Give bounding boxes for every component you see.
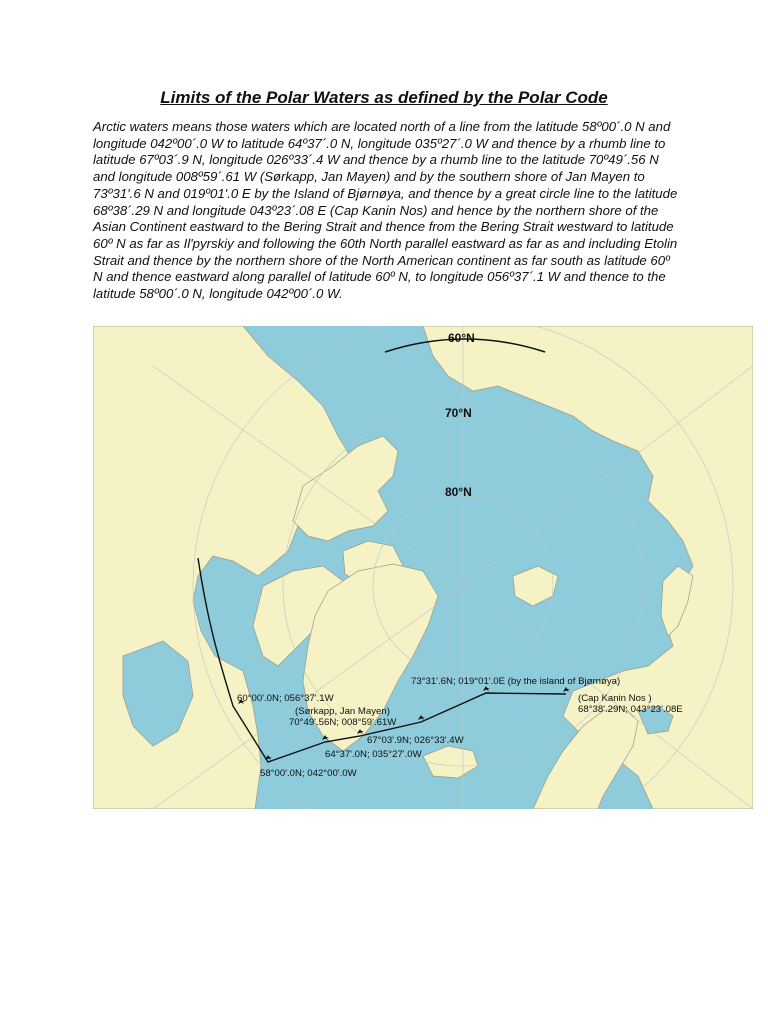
label-p73-019: 73°31'.6N; 019°01'.0E (by the island of Bjørnøya) (411, 676, 621, 687)
label-p68-043: 68°38'.29N; 043°23'.08E (578, 704, 683, 715)
document-title: Limits of the Polar Waters as defined by the Polar Code (160, 88, 608, 107)
label-sorkapp: (Sørkapp, Jan Mayen) (295, 706, 390, 717)
label-cap-kanin: (Cap Kanin Nos ) (578, 693, 652, 704)
definition-paragraph: Arctic waters means those waters which are located north of a line from the latitude 58º00´.0 N and longitude 042º00´.0 W to latitude 64º37´.0 N, longitude 035º27´.0 W and thence by a rhumb line to latitude 67º03´.9 N, longitude 026º33´.4 W and thence by a rhumb line to the latitude 70º49´.56 N and longitude 008º59´.61 W (Sørkapp, Jan Mayen) and by the southern shore of Jan Mayen to 73º31'.6 N and 019º01'.0 E by the Island of Bjørnøya, and thence by a great circle line to the latitude 68º38´.29 N and longitude 043º23´.08 E (Cap Kanin Nos) and hence by the northern shore of the Asian Continent eastward to the Bering Strait and thence from the Bering Strait westward to latitude 60º N as far as Il'pyrskiy and following the 60th North parallel eastward as far as and including Etolin Strait and thence by the northern shore of the North American continent as far south as latitude 60º N and thence eastward along parallel of latitude 60º N, to longitude 056º37´.1 W and thence to the latitude 58º00´.0 N, longitude 042º00´.0 W. (93, 119, 678, 302)
label-70n: 70°N (445, 406, 472, 420)
label-p64-035: 64°37'.0N; 035°27'.0W (325, 749, 422, 760)
label-p67-026: 67°03'.9N; 026°33'.4W (367, 735, 464, 746)
label-p60-056: 60°00'.0N; 056°37'.1W (237, 693, 334, 704)
label-p70-008: 70°49'.56N; 008°59'.61W (289, 717, 397, 728)
arctic-map (93, 326, 753, 809)
label-60n: 60°N (448, 331, 475, 345)
label-80n: 80°N (445, 485, 472, 499)
label-p58-042: 58°00'.0N; 042°00'.0W (260, 768, 357, 779)
